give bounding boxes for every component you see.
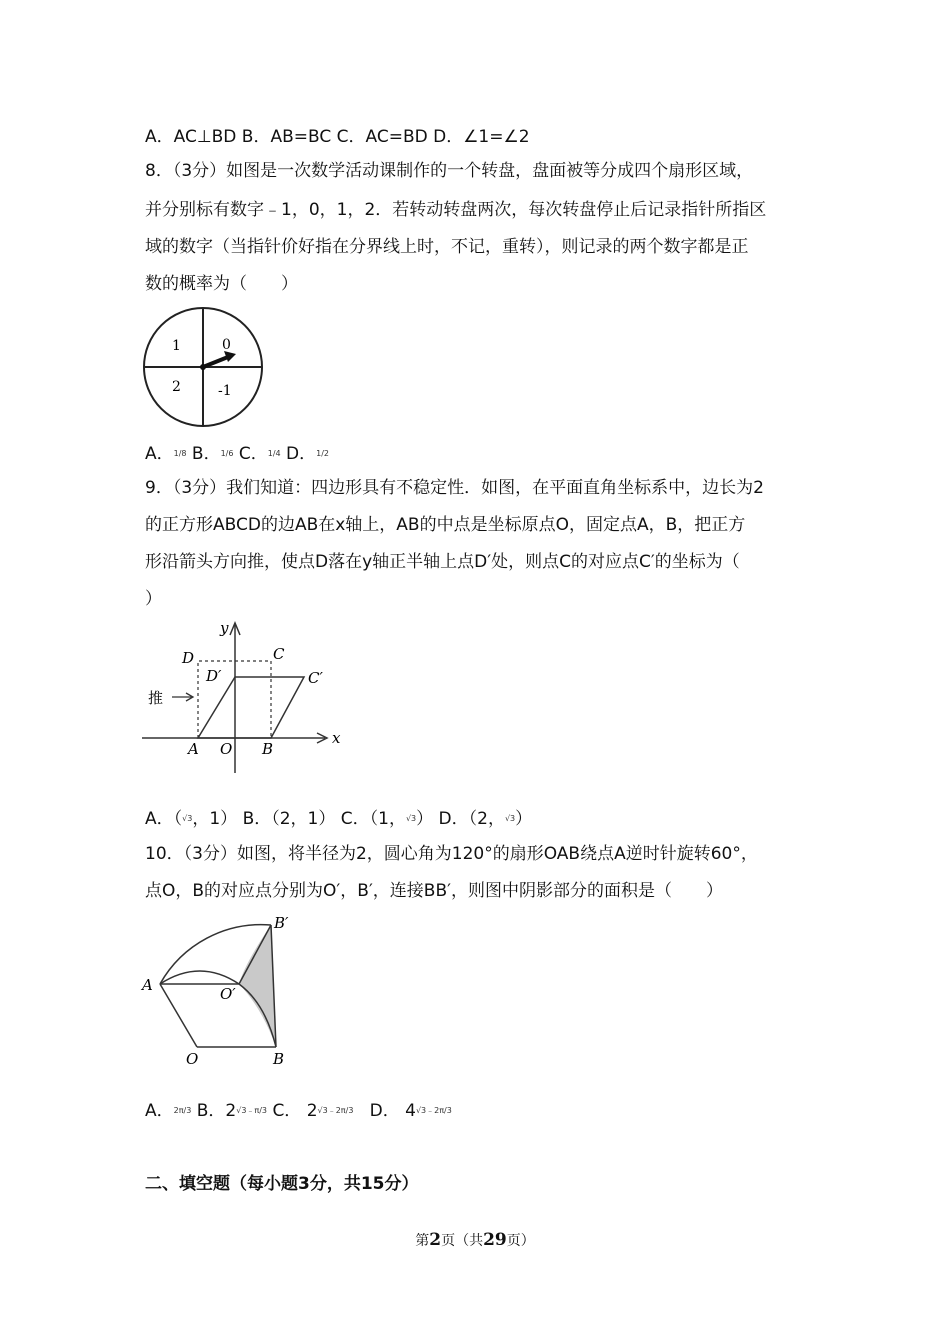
q8-option-c: C．1/4: [238, 444, 281, 464]
label-a: A: [142, 976, 153, 994]
label-o: O: [186, 1050, 199, 1068]
q10-option-b: B．2√3﹣π/3: [196, 1101, 268, 1121]
label-o: O: [220, 740, 233, 758]
q10-option-a: A．2π/3: [145, 1101, 192, 1121]
q9-line-4: ）: [145, 589, 162, 609]
q10-option-c: C． 2√3﹣2π/3: [272, 1101, 354, 1121]
spinner-label-minus1: -1: [218, 383, 232, 399]
q9-option-b: B．（2，1）: [242, 809, 336, 829]
q7-options: A．AC⊥BD B．AB=BC C．AC=BD D．∠1=∠2: [145, 127, 530, 147]
label-y: y: [220, 619, 229, 637]
q10-line-2: 点O，B的对应点分别为O′，B′，连接BB′，则图中阴影部分的面积是（ ）: [145, 881, 723, 901]
q8-line-2: 并分别标有数字﹣1，0，1，2．若转动转盘两次，每次转盘停止后记录指针所指区: [145, 200, 767, 220]
page-number: 2: [429, 1230, 442, 1250]
q8-option-a: A．1/8: [145, 444, 187, 464]
page-footer: 第2页（共29页）: [415, 1230, 535, 1250]
section-title: 二、填空题（每小题3分，共15分）: [145, 1174, 419, 1194]
label-d: D: [182, 649, 195, 667]
q10-options: [145, 1100, 452, 1122]
q10-option-d: D． 4√3﹣2π/3: [369, 1101, 452, 1121]
q10-line-1: 10．（3分）如图，将半径为2，圆心角为120°的扇形OAB绕点A逆时针旋转60°，: [145, 844, 758, 864]
label-c-prime: C′: [308, 669, 323, 687]
q9-options: [145, 808, 532, 830]
total-pages: 29: [483, 1230, 507, 1250]
q8-line-3: 域的数字（当指针价好指在分界线上时，不记，重转），则记录的两个数字都是正: [145, 237, 749, 257]
q9-line-2: 的正方形ABCD的边AB在x轴上，AB的中点是坐标原点O，固定点A，B，把正方: [145, 515, 746, 535]
label-x: x: [332, 729, 341, 747]
q9-option-c: C．（1，√3）: [340, 809, 434, 829]
label-c: C: [273, 645, 285, 663]
q8-line-4: 数的概率为（ ）: [145, 274, 298, 294]
q9-line-1: 9．（3分）我们知道：四边形具有不稳定性．如图，在平面直角坐标系中，边长为2: [145, 478, 764, 498]
label-o-prime: O′: [220, 985, 236, 1003]
q8-option-b: B．1/6: [191, 444, 234, 464]
q9-line-3: 形沿箭头方向推，使点D落在y轴正半轴上点D′处，则点C的对应点C′的坐标为（: [145, 552, 740, 572]
q8-option-d: D．1/2: [286, 444, 329, 464]
q8-options: [145, 443, 329, 465]
spinner-label-1: 1: [172, 338, 181, 354]
q8-line-1: 8．（3分）如图是一次数学活动课制作的一个转盘，盘面被等分成四个扇形区域，: [145, 161, 754, 181]
spinner-label-2: 2: [172, 379, 181, 395]
spinner-figure: [140, 305, 270, 433]
label-d-prime: D′: [206, 667, 222, 685]
q9-option-a: A．（√3，1）: [145, 809, 238, 829]
label-push: 推: [148, 689, 164, 707]
q9-option-d: D．（2，√3）: [438, 809, 533, 829]
q10-sector-figure: [140, 908, 300, 1068]
q9-square-figure: [140, 615, 350, 780]
label-a: A: [188, 740, 199, 758]
label-b: B: [273, 1050, 285, 1068]
spinner-label-0: 0: [222, 337, 231, 353]
label-b-prime: B′: [274, 914, 289, 932]
label-b: B: [262, 740, 274, 758]
